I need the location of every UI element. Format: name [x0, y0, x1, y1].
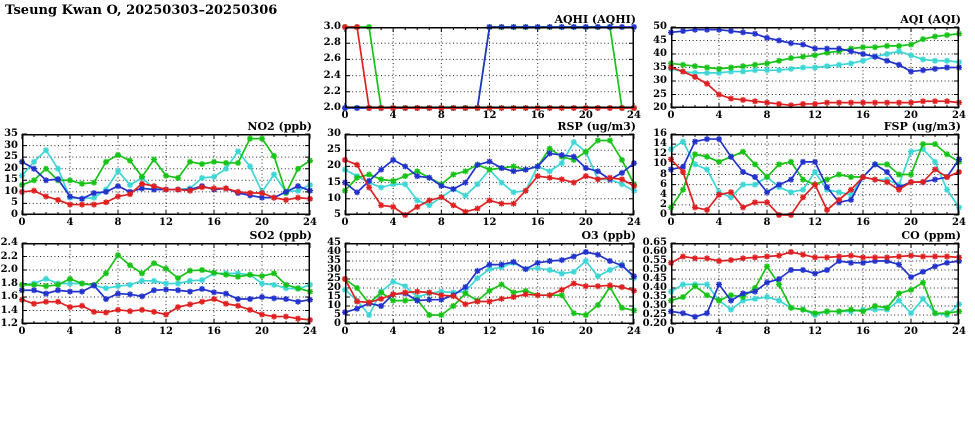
x-tick-label: 20 [255, 217, 269, 228]
y-tick-label: 0.25 [642, 309, 667, 320]
x-tick-label: 24 [627, 326, 641, 337]
page-title: Tseung Kwan O, 20250303–20250306 [5, 3, 278, 18]
x-tick-label: 8 [763, 217, 771, 228]
x-tick-label: 16 [530, 217, 545, 228]
y-tick-label: 2.2 [0, 250, 18, 262]
y-tick-label: 35 [653, 61, 667, 73]
y-tick-label: 1.6 [0, 291, 18, 302]
chart-title: CO (ppm) [901, 229, 961, 242]
chart-aqhi [323, 13, 641, 121]
x-tick-label: 8 [763, 110, 771, 121]
y-tick-label: 10 [4, 185, 18, 197]
chart-aqi [653, 13, 966, 121]
y-tick-label: 20 [327, 282, 341, 293]
y-tick-label: 16 [653, 128, 667, 139]
y-tick-label: 2 [660, 198, 667, 210]
x-tick-label: 0 [667, 110, 675, 121]
x-tick-label: 24 [627, 217, 641, 228]
x-tick-label: 24 [952, 217, 966, 228]
y-tick-label: 2.2 [323, 85, 341, 97]
y-tick-label: 5 [334, 309, 341, 320]
x-tick-label: 20 [904, 110, 918, 121]
y-tick-label: 4 [660, 188, 667, 200]
x-tick-label: 0 [341, 217, 349, 228]
x-tick-label: 16 [530, 326, 545, 337]
x-tick-label: 4 [715, 110, 723, 121]
x-tick-label: 4 [715, 326, 723, 337]
x-tick-label: 12 [482, 326, 497, 337]
x-tick-label: 20 [255, 326, 269, 337]
y-tick-label: 2.6 [323, 53, 341, 65]
y-tick-label: 35 [4, 128, 18, 139]
y-tick-label: 20 [653, 102, 667, 113]
y-tick-label: 30 [653, 75, 667, 86]
y-tick-label: 15 [327, 291, 341, 302]
y-tick-label: 0.50 [642, 264, 667, 275]
x-tick-label: 24 [952, 110, 966, 121]
y-tick-label: 40 [653, 48, 667, 59]
x-tick-label: 8 [763, 326, 771, 337]
y-tick-label: 2.4 [323, 69, 341, 81]
y-tick-label: 25 [327, 144, 341, 156]
y-tick-label: 30 [327, 264, 341, 275]
chart-fsp [653, 120, 966, 228]
y-tick-label: 35 [327, 255, 341, 266]
chart-o3 [327, 229, 641, 337]
x-tick-label: 12 [808, 326, 822, 337]
y-tick-label: 6 [660, 178, 667, 190]
y-tick-label: 3.0 [323, 21, 341, 32]
x-tick-label: 0 [667, 326, 675, 337]
y-tick-label: 2.0 [0, 264, 18, 275]
y-tick-label: 45 [327, 237, 341, 248]
x-tick-label: 16 [207, 326, 221, 337]
chart-so2 [0, 229, 317, 337]
x-tick-label: 12 [482, 110, 497, 121]
x-tick-label: 20 [904, 326, 918, 337]
y-tick-label: 14 [653, 138, 667, 150]
y-tick-label: 0.35 [642, 291, 667, 302]
x-tick-label: 16 [530, 110, 545, 121]
chart-title: AQI (AQI) [900, 13, 961, 26]
x-tick-label: 20 [578, 110, 593, 121]
x-tick-label: 24 [303, 217, 317, 228]
x-tick-label: 0 [18, 326, 26, 337]
x-tick-label: 0 [18, 217, 26, 228]
x-tick-label: 20 [904, 217, 918, 228]
y-tick-label: 1.8 [0, 277, 18, 289]
x-tick-label: 4 [66, 326, 74, 337]
y-tick-label: 0.40 [642, 282, 667, 293]
y-tick-label: 0.20 [642, 318, 667, 329]
plot-area [345, 27, 634, 108]
x-tick-label: 12 [159, 326, 173, 337]
x-tick-label: 4 [389, 326, 397, 337]
y-tick-label: 12 [653, 148, 667, 160]
y-tick-label: 30 [327, 128, 341, 139]
y-tick-label: 8 [660, 168, 667, 180]
chart-rsp [327, 120, 641, 228]
x-tick-label: 8 [114, 217, 122, 228]
x-tick-label: 0 [341, 326, 349, 337]
chart-title: NO2 (ppb) [247, 120, 312, 133]
x-tick-label: 4 [715, 217, 723, 228]
y-tick-label: 20 [327, 160, 341, 172]
plot-area [345, 243, 634, 324]
plot-area [671, 243, 959, 324]
x-tick-label: 16 [207, 217, 221, 228]
y-tick-label: 1.4 [0, 304, 18, 316]
x-tick-label: 4 [389, 217, 397, 228]
chart-title: RSP (ug/m3) [557, 120, 636, 133]
y-tick-label: 0.45 [642, 273, 667, 284]
plot-area [671, 134, 959, 215]
y-tick-label: 25 [653, 88, 667, 100]
y-tick-label: 25 [327, 273, 341, 284]
x-tick-label: 16 [856, 110, 870, 121]
plot-area [22, 243, 310, 324]
y-tick-label: 15 [4, 174, 18, 186]
y-tick-label: 2.4 [0, 237, 18, 248]
y-tick-label: 10 [327, 192, 341, 204]
y-tick-label: 15 [327, 176, 341, 188]
chart-co [642, 229, 966, 337]
y-tick-label: 30 [4, 139, 18, 151]
x-tick-label: 0 [341, 110, 349, 121]
x-tick-label: 12 [482, 217, 497, 228]
x-tick-label: 20 [578, 326, 593, 337]
plot-area [345, 134, 634, 215]
x-tick-label: 24 [952, 326, 966, 337]
x-tick-label: 0 [667, 217, 675, 228]
x-tick-label: 4 [66, 217, 74, 228]
y-tick-label: 40 [327, 246, 341, 257]
y-tick-label: 0 [334, 318, 341, 329]
y-tick-label: 5 [334, 209, 341, 220]
y-tick-label: 0 [660, 209, 667, 220]
y-tick-label: 25 [4, 151, 18, 163]
x-tick-label: 8 [437, 217, 445, 228]
y-tick-label: 0.55 [642, 255, 667, 266]
x-tick-label: 16 [856, 326, 870, 337]
chart-title: AQHI (AQHI) [554, 13, 636, 26]
chart-no2 [4, 120, 317, 228]
x-tick-label: 12 [808, 110, 822, 121]
y-tick-label: 2.0 [323, 102, 341, 113]
chart-title: SO2 (ppb) [249, 229, 312, 242]
chart-title: O3 (ppb) [581, 229, 636, 242]
plot-area [22, 134, 310, 215]
y-tick-label: 10 [327, 300, 341, 311]
y-tick-label: 1.2 [0, 318, 18, 329]
y-tick-label: 0.30 [642, 300, 667, 311]
y-tick-label: 0 [11, 209, 18, 220]
y-tick-label: 0.60 [642, 246, 667, 257]
x-tick-label: 24 [627, 110, 641, 121]
x-tick-label: 20 [578, 217, 593, 228]
plot-area [671, 27, 959, 108]
chart-title: FSP (ug/m3) [883, 120, 961, 133]
x-tick-label: 16 [856, 217, 870, 228]
x-tick-label: 24 [303, 326, 317, 337]
x-tick-label: 4 [389, 110, 397, 121]
x-tick-label: 12 [159, 217, 173, 228]
y-tick-label: 5 [11, 197, 18, 209]
x-tick-label: 8 [437, 326, 445, 337]
y-tick-label: 20 [4, 162, 18, 174]
x-tick-label: 8 [114, 326, 122, 337]
y-tick-label: 10 [653, 158, 667, 170]
y-tick-label: 45 [653, 34, 667, 46]
y-tick-label: 0.65 [642, 237, 667, 248]
y-tick-label: 50 [653, 21, 667, 32]
x-tick-label: 8 [437, 110, 445, 121]
y-tick-label: 2.8 [323, 37, 341, 49]
x-tick-label: 12 [808, 217, 822, 228]
